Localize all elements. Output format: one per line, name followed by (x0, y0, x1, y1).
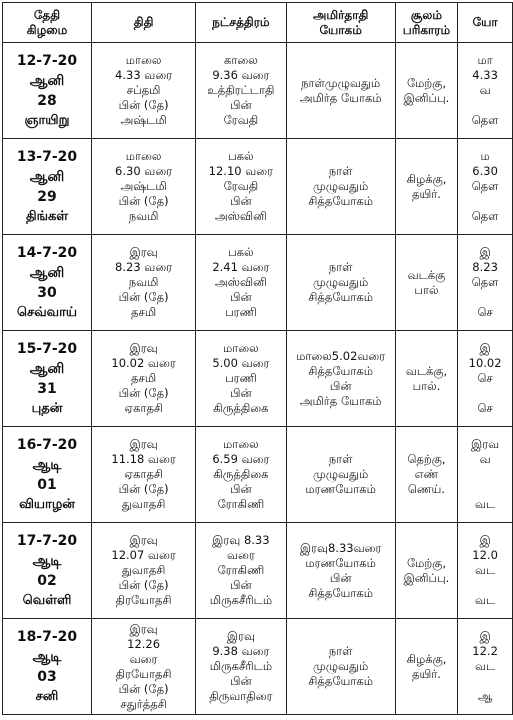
date-cell (3, 43, 92, 139)
thithi-cell (91, 619, 195, 715)
date-line: புதன் (31, 400, 63, 416)
thithi-line: இரவு (129, 245, 158, 259)
nakshatra-cell (196, 43, 286, 139)
header-line: பரிகாரம் (402, 22, 451, 37)
yoga-line: 12.2 (472, 644, 498, 658)
yoga-cell (458, 619, 513, 715)
date-line: 02 (37, 572, 57, 589)
date-cell (3, 619, 92, 715)
nakshatra-line: ரோகிணி (217, 563, 265, 577)
soolam-line: மேற்கு, (406, 555, 446, 570)
thithi-line: இரவு (129, 621, 158, 636)
thithi-line: அஷ்டமி (120, 179, 167, 193)
date-cell (3, 523, 92, 619)
yoga-line: இ (479, 629, 491, 643)
nakshatra-line: பகல் (228, 245, 254, 259)
yoga-cell (458, 139, 513, 235)
date-line: வெள்ளி (22, 592, 72, 608)
nakshatra-line: ரோகிணி (217, 497, 265, 511)
thithi-line: 4.33 வரை (115, 68, 173, 82)
soolam-cell (395, 619, 457, 715)
table-row (3, 235, 513, 331)
thithi-line: திரயோதசி (115, 666, 172, 681)
yoga-line: 8.23 (472, 260, 498, 274)
amirtha-line: சித்தயோகம் (308, 585, 373, 600)
thithi-cell (91, 331, 195, 427)
thithi-line: பின் (தே) (118, 482, 169, 496)
table-row (3, 43, 513, 139)
soolam-line: இனிப்பு. (403, 570, 450, 585)
date-line: ஆடி (32, 552, 62, 569)
amirtha-line: பின் (329, 570, 352, 585)
thithi-line: வரை (129, 651, 158, 666)
amirtha-line: அமிர்த யோகம் (299, 393, 382, 408)
thithi-line: சதுர்த்தசி (120, 696, 167, 711)
yoga-line: ம (480, 149, 490, 163)
thithi-line: ஏகாதசி (124, 467, 163, 481)
nakshatra-line: பின் (230, 674, 252, 688)
thithi-cell (91, 43, 195, 139)
soolam-cell (395, 331, 457, 427)
nakshatra-line: பின் (230, 386, 252, 400)
nakshatra-line: 2.41 வரை (212, 260, 270, 274)
amirtha-line: பின் (329, 378, 352, 393)
header-line: நட்சத்திரம் (212, 15, 270, 29)
amirtha-yogam-cell (286, 235, 395, 331)
nakshatra-line: பின் (230, 578, 252, 592)
amirtha-line: முழுவதும் (313, 467, 369, 481)
thithi-line: அஷ்டமி (120, 113, 167, 127)
amirtha-line: மரணயோகம் (305, 482, 376, 496)
soolam-line: மேற்கு, (406, 75, 446, 90)
header-line: திதி (133, 15, 154, 29)
soolam-line: வடக்கு (407, 267, 446, 282)
nakshatra-line: இரவு (226, 629, 255, 643)
nakshatra-line: பின் (230, 482, 252, 496)
nakshatra-line: மாலை (223, 341, 259, 355)
date-line: 16-7-20 (16, 436, 78, 453)
thithi-line: 11.18 வரை (111, 452, 176, 466)
header-line: சூலம் (410, 7, 443, 22)
yoga-line: 4.33 (472, 68, 498, 82)
date-line: ஆனி (29, 168, 65, 185)
date-line: செவ்வாய் (16, 304, 78, 320)
nakshatra-line: அஸ்வினி (214, 209, 267, 223)
thithi-line: பின் (தே) (118, 681, 169, 696)
date-line: 17-7-20 (16, 532, 78, 549)
soolam-line: வடக்கு, (405, 363, 448, 378)
nakshatra-cell (196, 523, 286, 619)
header-soolam-parikaram (395, 3, 457, 43)
nakshatra-cell (196, 139, 286, 235)
thithi-line: பின் (தே) (118, 194, 169, 208)
amirtha-yogam-cell (286, 43, 395, 139)
thithi-line: தசமி (131, 305, 157, 319)
amirtha-line: முழுவதும் (313, 659, 369, 673)
yoga-line: மா (477, 53, 493, 67)
header-row (3, 3, 513, 43)
date-line: சனி (35, 688, 59, 704)
yoga-line: தெள (471, 179, 499, 193)
yoga-line: 10.02 (468, 356, 502, 370)
soolam-line: ணெய். (407, 482, 446, 496)
nakshatra-line: வரை (226, 548, 255, 562)
thithi-line: ஏகாதசி (124, 401, 163, 415)
yoga-line: தெள (471, 113, 499, 127)
thithi-line: நவமி (128, 275, 159, 289)
thithi-line: 10.02 வரை (111, 356, 176, 370)
thithi-line: 8.23 வரை (115, 260, 173, 274)
thithi-line: மாலை (125, 149, 162, 163)
date-line: ஆடி (32, 648, 62, 665)
panchangam-table (2, 2, 513, 715)
thithi-line: துவாதசி (121, 563, 166, 577)
nakshatra-line: 5.00 வரை (212, 356, 270, 370)
nakshatra-line: கிருத்திகை (213, 467, 269, 481)
amirtha-line: மாலை5.02வரை (296, 348, 386, 363)
soolam-line: இனிப்பு. (403, 90, 450, 105)
thithi-line: பின் (தே) (118, 290, 169, 304)
table-row (3, 619, 513, 715)
thithi-line: நவமி (128, 209, 159, 223)
thithi-cell (91, 235, 195, 331)
amirtha-yogam-cell (286, 331, 395, 427)
date-line: 01 (37, 476, 57, 493)
header-line: தேதி (33, 7, 61, 22)
yoga-line: செ (477, 305, 493, 319)
nakshatra-cell (196, 331, 286, 427)
date-line: 15-7-20 (16, 340, 78, 357)
nakshatra-cell (196, 427, 286, 523)
yoga-line: வட (475, 563, 496, 577)
yoga-line (458, 290, 512, 305)
header-line: அமிர்தாதி (312, 7, 369, 22)
nakshatra-line: இரவு 8.33 (212, 533, 270, 547)
yoga-line (458, 578, 512, 593)
date-line: 14-7-20 (16, 244, 78, 261)
amirtha-line: நாள்முழுவதும் (301, 75, 381, 90)
yoga-line (458, 467, 512, 482)
yoga-line (458, 194, 512, 209)
soolam-line: பால் (414, 282, 439, 297)
nakshatra-line: 6.59 வரை (212, 452, 270, 466)
date-line: 13-7-20 (16, 148, 78, 165)
amirtha-yogam-cell (286, 427, 395, 523)
nakshatra-line: மாலை (223, 437, 259, 451)
nakshatra-cell (196, 619, 286, 715)
nakshatra-line: பகல் (228, 149, 254, 163)
yoga-line: வட (475, 593, 496, 607)
yoga-cell (458, 523, 513, 619)
thithi-cell (91, 523, 195, 619)
thithi-line: பின் (தே) (118, 386, 169, 400)
nakshatra-line: பரணி (225, 371, 257, 385)
header-line: யோகம் (319, 22, 362, 37)
thithi-line: 12.07 வரை (111, 548, 176, 562)
amirtha-line: அமிர்த யோகம் (299, 90, 382, 105)
yoga-line (458, 386, 512, 401)
date-cell (3, 139, 92, 235)
soolam-line: தெற்கு, (407, 452, 446, 466)
amirtha-line: நாள் (328, 260, 353, 274)
amirtha-line: சித்தயோகம் (308, 674, 373, 688)
table-row (3, 427, 513, 523)
soolam-cell (395, 427, 457, 523)
yoga-line (458, 674, 512, 689)
yoga-line: இ (479, 533, 491, 547)
amirtha-line: முழுவதும் (313, 275, 369, 289)
nakshatra-line: 9.36 வரை (212, 68, 270, 82)
amirtha-yogam-cell (286, 523, 395, 619)
yoga-line: தெள (471, 275, 499, 289)
yoga-cell (458, 235, 513, 331)
amirtha-line: நாள் (328, 452, 353, 466)
thithi-line: துவாதசி (121, 497, 166, 511)
date-line: 29 (37, 188, 57, 205)
header-yoga (458, 3, 513, 43)
yoga-line: தெள (471, 209, 499, 223)
thithi-line: பின் (தே) (118, 578, 169, 592)
date-line: ஆனி (29, 72, 65, 89)
date-line: வியாழன் (19, 496, 75, 512)
thithi-line: 6.30 வரை (115, 164, 173, 178)
amirtha-line: சித்தயோகம் (308, 363, 373, 378)
nakshatra-line: 12.10 வரை (208, 164, 274, 178)
nakshatra-line: மிருகசீரிடம் (209, 659, 273, 673)
thithi-line: சப்தமி (126, 83, 161, 97)
nakshatra-line: காலை (223, 53, 258, 67)
thithi-line: திரயோதசி (115, 593, 172, 607)
thithi-line: இரவு (129, 341, 158, 355)
yoga-line: செ (477, 371, 493, 385)
date-line: ஆடி (32, 456, 62, 473)
nakshatra-line: மிருகசீரிடம் (209, 593, 273, 607)
soolam-line: கிழக்கு, (406, 651, 447, 666)
nakshatra-line: ரேவதி (223, 113, 259, 127)
thithi-line: 12.26 (127, 636, 161, 651)
yoga-line (458, 98, 512, 113)
nakshatra-line: பரணி (225, 305, 257, 319)
nakshatra-line: 9.38 வரை (212, 644, 270, 658)
date-cell (3, 331, 92, 427)
date-cell (3, 427, 92, 523)
table-row (3, 523, 513, 619)
nakshatra-cell (196, 235, 286, 331)
yoga-cell (458, 427, 513, 523)
thithi-cell (91, 139, 195, 235)
thithi-line: பின் (தே) (118, 98, 169, 112)
soolam-line: தயிர். (411, 666, 441, 681)
date-line: ஆனி (29, 360, 65, 377)
nakshatra-line: பின் (230, 290, 252, 304)
amirtha-yogam-cell (286, 619, 395, 715)
soolam-line: எண் (414, 467, 439, 481)
yoga-line: இ (479, 341, 491, 355)
date-line: 03 (37, 668, 57, 685)
date-line: 30 (37, 284, 57, 301)
table-row (3, 139, 513, 235)
thithi-line: மாலை (125, 53, 162, 67)
amirtha-yogam-cell (286, 139, 395, 235)
yoga-line: இரவ (471, 437, 500, 451)
nakshatra-line: ரேவதி (223, 179, 259, 193)
amirtha-line: சித்தயோகம் (308, 290, 373, 304)
yoga-line: 12.0 (472, 548, 498, 562)
nakshatra-line: பின் (230, 194, 252, 208)
soolam-line: கிழக்கு, (406, 171, 447, 186)
soolam-cell (395, 235, 457, 331)
date-line: 12-7-20 (16, 52, 78, 69)
header-nakshatra (196, 3, 286, 43)
date-line: 18-7-20 (16, 628, 78, 645)
thithi-line: இரவு (129, 437, 158, 451)
header-date-day (3, 3, 92, 43)
nakshatra-line: பின் (230, 98, 252, 112)
date-line: ஆனி (29, 264, 65, 281)
date-line: 31 (37, 380, 57, 397)
thithi-line: இரவு (129, 533, 158, 547)
table-row (3, 331, 513, 427)
soolam-cell (395, 523, 457, 619)
header-thithi (91, 3, 195, 43)
soolam-line: பால். (412, 378, 441, 393)
header-line: கிழமை (26, 22, 68, 37)
amirtha-line: இரவு8.33வரை (299, 540, 382, 555)
date-line: 28 (37, 92, 57, 109)
yoga-cell (458, 331, 513, 427)
amirtha-line: நாள் (328, 644, 353, 658)
soolam-cell (395, 139, 457, 235)
amirtha-line: சித்தயோகம் (308, 194, 373, 208)
header-amirtha-yogam (286, 3, 395, 43)
nakshatra-line: கிருத்திகை (213, 401, 269, 415)
nakshatra-line: உத்திரட்டாதி (207, 83, 275, 97)
date-line: ஞாயிறு (24, 112, 70, 128)
nakshatra-line: அஸ்வினி (214, 275, 267, 289)
amirtha-line: நாள் (328, 164, 353, 178)
thithi-line: தசமி (131, 371, 157, 385)
date-cell (3, 235, 92, 331)
yoga-line: செ (477, 401, 493, 415)
yoga-line: வ (479, 452, 491, 466)
yoga-line: வட (475, 659, 496, 673)
header-line: யோ (472, 15, 498, 29)
soolam-line: தயிர். (411, 186, 441, 201)
amirtha-line: முழுவதும் (313, 179, 369, 193)
yoga-line: இ (479, 245, 491, 259)
thithi-cell (91, 427, 195, 523)
yoga-line (458, 482, 512, 497)
yoga-line: ஆ (477, 689, 493, 703)
soolam-cell (395, 43, 457, 139)
date-line: திங்கள் (25, 208, 69, 224)
yoga-cell (458, 43, 513, 139)
yoga-line: வ (479, 83, 491, 97)
yoga-line: வட (475, 497, 496, 511)
amirtha-line: மரணயோகம் (305, 555, 376, 570)
yoga-line: 6.30 (472, 164, 498, 178)
nakshatra-line: திருவாதிரை (209, 689, 273, 703)
